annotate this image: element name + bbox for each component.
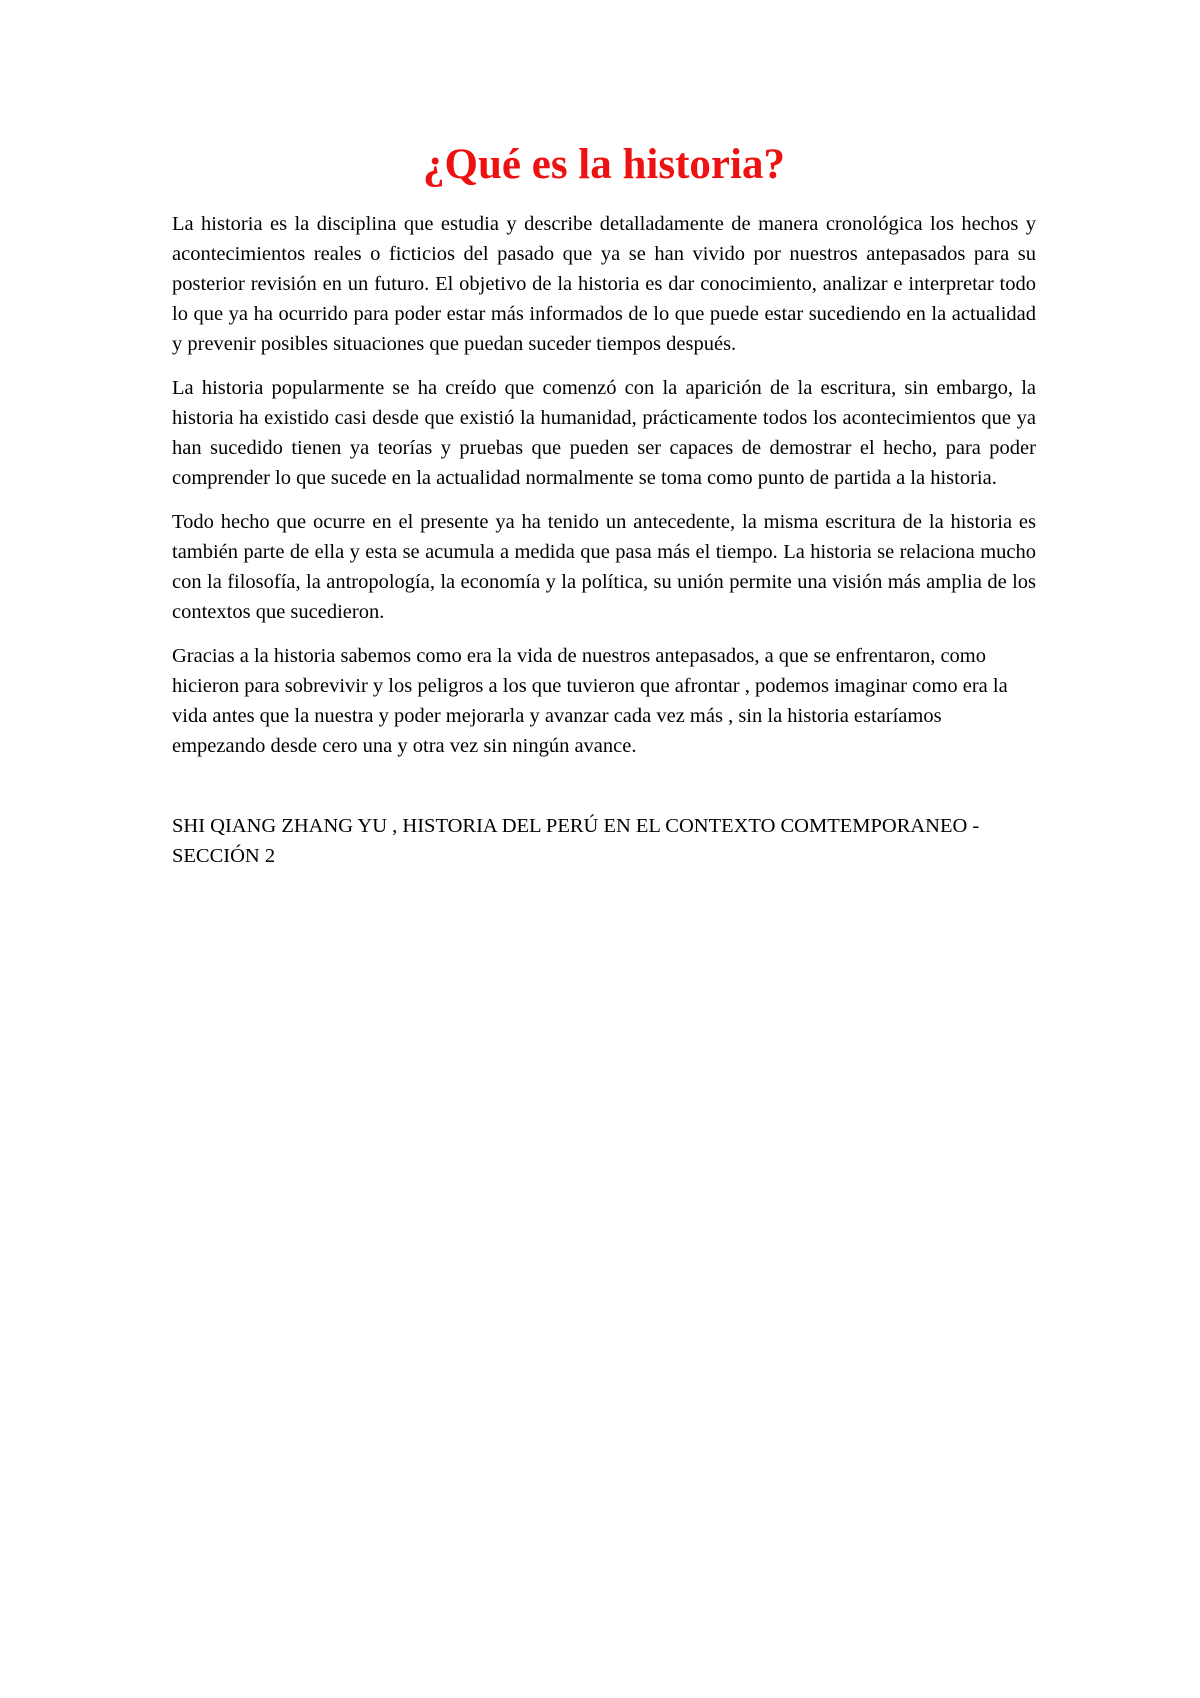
document-title: ¿Qué es la historia? <box>423 141 785 188</box>
paragraph-importance: Gracias a la historia sabemos como era la vida de nuestros antepasados, a que se enfrentaron, como hicieron para sobrevivir y los peligros a los que tuvieron que afrontar , podemos imaginar como era la vida antes que la nuestra y poder mejorarla y avanzar cada vez más , sin la historia estaríamos empezando desde cero una y otra vez sin ningún avance. <box>172 645 1008 758</box>
author-line: SHI QIANG ZHANG YU , HISTORIA DEL PERÚ EN EL CONTEXTO COMTEMPORANEO -SECCIÓN 2 <box>172 815 980 868</box>
paragraph-origin: La historia popularmente se ha creído que comenzó con la aparición de la escritura, sin embargo, la historia ha existido casi desde que existió la humanidad, prácticamente todos los acontecimientos que ya han sucedido tienen ya teorías y pruebas que pueden ser capaces de demostrar el hecho, para poder comprender lo que sucede en la actualidad normalmente se toma como punto de partida a la historia. <box>172 377 1036 490</box>
paragraph-definition: La historia es la disciplina que estudia y describe detalladamente de manera cronológica los hechos y acontecimientos reales o ficticios del pasado que ya se han vivido por nuestros antepasados para su posterior revisión en un futuro. El objetivo de la historia es dar conocimiento, analizar e interpretar todo lo que ya ha ocurrido para poder estar más informados de lo que puede estar sucediendo en la actualidad y prevenir posibles situaciones que puedan suceder tiempos después. <box>172 213 1036 356</box>
paragraph-present: Todo hecho que ocurre en el presente ya ha tenido un antecedente, la misma escritura de la historia es también parte de ella y esta se acumula a medida que pasa más el tiempo. La historia se relaciona mucho con la filosofía, la antropología, la economía y la política, su unión permite una visión más amplia de los contextos que sucedieron. <box>172 511 1036 624</box>
document-body <box>172 140 1036 892</box>
